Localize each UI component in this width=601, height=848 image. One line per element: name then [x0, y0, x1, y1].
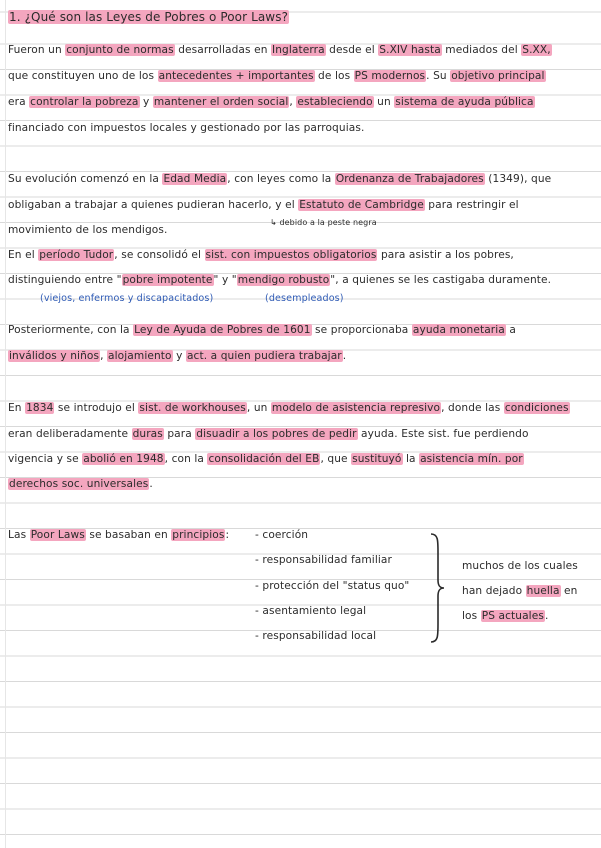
text: .	[149, 478, 153, 490]
text: ,	[289, 96, 297, 108]
text: (viejos, enfermos y discapacitados)	[40, 293, 214, 304]
text: - responsabilidad familiar	[255, 554, 392, 566]
highlight: conjunto de normas	[66, 44, 174, 56]
highlight: condiciones	[504, 402, 569, 414]
text: " y "	[213, 274, 237, 286]
text: - responsabilidad local	[255, 630, 377, 642]
highlight: alojamiento	[108, 350, 172, 362]
highlight: modelo de asistencia represivo	[271, 402, 441, 414]
highlight: consolidación del EB	[208, 453, 320, 465]
text: para restringir el	[424, 199, 519, 211]
text: vigencia y se	[8, 453, 83, 465]
text: , con leyes como la	[227, 173, 335, 185]
highlight: Edad Media	[163, 173, 227, 185]
text: .	[544, 610, 549, 622]
text: :	[225, 529, 230, 541]
p4-line-1	[8, 402, 570, 414]
text: y	[172, 350, 186, 362]
highlight: sistema de ayuda pública	[395, 96, 534, 108]
text: mediados del	[441, 44, 522, 56]
highlight: abolió en 1948	[83, 453, 164, 465]
highlight: objetivo principal	[451, 70, 545, 82]
text: - coerción	[255, 529, 309, 541]
text: (1349), que	[484, 173, 552, 185]
p1-line-2	[8, 70, 546, 82]
highlight: principios	[172, 529, 225, 541]
text: muchos de los cuales	[462, 560, 578, 572]
annotation-pobre-impotente	[40, 293, 213, 304]
highlight: controlar la pobreza	[30, 96, 139, 108]
highlight: antecedentes + importantes	[158, 70, 314, 82]
highlight: Estatuto de Cambridge	[299, 199, 424, 211]
text: para	[163, 428, 196, 440]
text: Su evolución comenzó en la	[8, 173, 163, 185]
text: movimiento de los mendigos.	[8, 224, 168, 236]
text: para asistir a los pobres,	[377, 249, 514, 261]
text: se proporcionaba	[311, 324, 412, 336]
highlight: ayuda monetaria	[412, 324, 505, 336]
highlight: huella	[526, 585, 560, 597]
highlight: asistencia mín. por	[420, 453, 523, 465]
principle-item	[255, 529, 308, 541]
p4-line-3	[8, 453, 524, 465]
text: se introdujo el	[54, 402, 139, 414]
curly-brace-icon	[428, 532, 446, 644]
text: - asentamiento legal	[255, 605, 367, 617]
p1-line-3	[8, 96, 535, 108]
highlight: S.XX,	[522, 44, 551, 56]
p2-line-3	[8, 224, 167, 236]
text: en	[560, 585, 578, 597]
p1-line-4	[8, 122, 364, 134]
highlight: mantener el orden social	[153, 96, 289, 108]
text: (desempleados)	[265, 293, 344, 304]
text: . Su	[426, 70, 451, 82]
p2-line-2	[8, 199, 519, 211]
p1-line-1	[8, 44, 552, 56]
text: han dejado	[462, 585, 526, 597]
highlight: derechos soc. universales	[9, 478, 149, 490]
text: obligaban a trabajar a quienes pudieran hacerlo, y el	[8, 199, 299, 211]
highlight: PS modernos	[354, 70, 426, 82]
highlight: disuadir a los pobres de pedir	[196, 428, 357, 440]
principle-item	[255, 630, 376, 642]
text: desarrolladas en	[174, 44, 272, 56]
highlight: Ordenanza de Trabajadores	[335, 173, 484, 185]
side-note-line-1	[462, 560, 578, 572]
p4-line-2	[8, 428, 529, 440]
side-note-line-3	[462, 610, 548, 622]
highlight: Inglaterra	[272, 44, 325, 56]
text: ,	[100, 350, 108, 362]
annotation-mendigo-robusto	[265, 293, 344, 304]
text: - protección del "status quo"	[255, 580, 410, 592]
principle-item	[255, 605, 366, 617]
highlight: mendigo robusto	[237, 274, 330, 286]
principle-item	[255, 554, 392, 566]
text: ayuda. Este sist. fue perdiendo	[357, 428, 529, 440]
highlight: act. a quien pudiera trabajar	[186, 350, 342, 362]
text: , un	[246, 402, 271, 414]
p2-line-5	[8, 274, 551, 286]
text: , donde las	[441, 402, 504, 414]
text: ↳ debido a la peste negra	[270, 218, 377, 227]
text: la	[402, 453, 420, 465]
highlight: estableciendo	[297, 96, 373, 108]
text: un	[373, 96, 395, 108]
text: .	[342, 350, 347, 362]
text: En	[8, 402, 26, 414]
highlight: PS actuales	[481, 610, 544, 622]
text: Fueron un	[8, 44, 66, 56]
text: distinguiendo entre "	[8, 274, 122, 286]
text: a	[505, 324, 516, 336]
highlight: duras	[132, 428, 163, 440]
text: financiado con impuestos locales y gestionado por las parroquias.	[8, 122, 365, 134]
text: se basaban en	[85, 529, 172, 541]
text: que constituyen uno de los	[8, 70, 158, 82]
text: de los	[314, 70, 354, 82]
highlight: Ley de Ayuda de Pobres de 1601	[134, 324, 311, 336]
title-number: 1.	[9, 10, 21, 24]
highlight: inválidos y niños	[9, 350, 100, 362]
text: , se consolidó el	[114, 249, 205, 261]
highlight: 1834	[26, 402, 54, 414]
text: los	[462, 610, 481, 622]
p4-line-4	[8, 478, 153, 490]
text: , que	[320, 453, 352, 465]
annotation-peste-negra	[270, 218, 377, 227]
p5-intro	[8, 529, 229, 541]
highlight: pobre impotente	[122, 274, 213, 286]
highlight: Poor Laws	[30, 529, 85, 541]
p2-line-1	[8, 173, 551, 185]
margin-line	[5, 0, 6, 848]
highlight: S.XIV hasta	[379, 44, 441, 56]
text: era	[8, 96, 30, 108]
text: Las	[8, 529, 30, 541]
highlight: período Tudor	[39, 249, 114, 261]
title-text: ¿Qué son las Leyes de Pobres o Poor Laws?	[24, 10, 289, 24]
principle-item	[255, 580, 409, 592]
text: y	[139, 96, 153, 108]
section-title	[8, 10, 289, 24]
text: ", a quienes se les castigaba duramente.	[330, 274, 552, 286]
side-note-line-2	[462, 585, 577, 597]
text: , con la	[164, 453, 208, 465]
p3-line-2	[8, 350, 346, 362]
section-title-highlight	[8, 10, 289, 24]
text: Posteriormente, con la	[8, 324, 134, 336]
highlight: sist. de workhouses	[139, 402, 246, 414]
text: En el	[8, 249, 39, 261]
text: eran deliberadamente	[8, 428, 132, 440]
highlight: sist. con impuestos obligatorios	[205, 249, 377, 261]
text: desde el	[325, 44, 379, 56]
p3-line-1	[8, 324, 516, 336]
p2-line-4	[8, 249, 514, 261]
highlight: sustituyó	[352, 453, 402, 465]
